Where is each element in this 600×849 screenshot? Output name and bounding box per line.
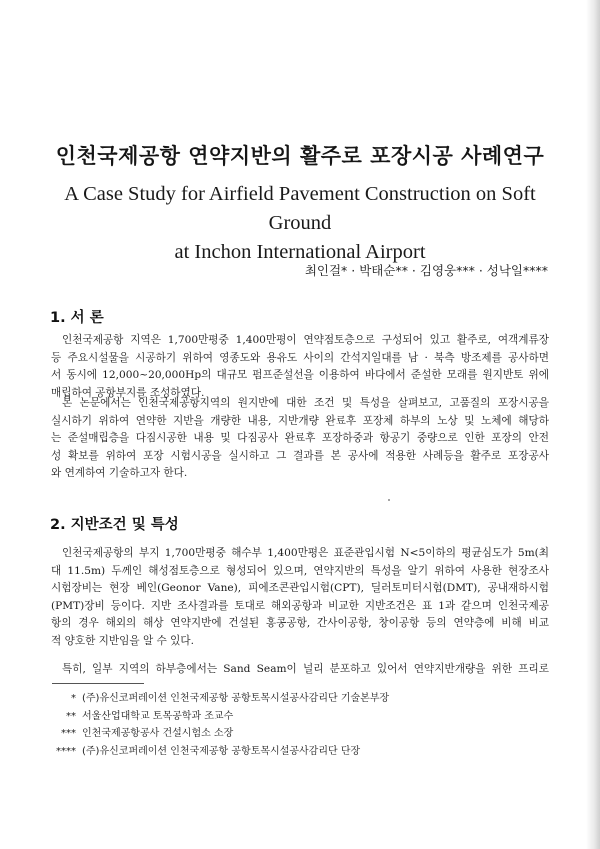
text-line: 와 연계하여 기술하고자 한다.: [51, 467, 188, 480]
english-title: [40, 180, 560, 267]
text-line: 대 11.5m) 두께인 해성점토층으로 형성되어 있으며, 연약지반의 특성을 알기 위하여 사용한 현장조사: [51, 564, 549, 577]
footnote-text: 인천국제공항공사 건설시험소 소장: [82, 728, 234, 739]
text-line: 시험장비는 현장 베인(Geonor Vane), 피에조콘관입시험(CPT), 딜러토미터시험(DMT), 공내재하시험: [51, 582, 549, 595]
english-title-line-2: at Inchon International Airport: [174, 241, 426, 263]
footnote-mark: ***: [61, 728, 76, 739]
footnote-mark: **: [66, 710, 76, 722]
text-line: 인천국제공항의 부지 1,700만평중 해수부 1,400만평은 표준관입시험 N<5이하의 평균심도가 5m(최: [62, 547, 549, 559]
footnote-text: (주)유신코퍼레이션 인천국제공항 공항토목시설공사감리단 단장: [82, 745, 361, 757]
scan-edge-shadow: [586, 0, 600, 849]
section-heading-ground-conditions: 2. 지반조건 및 특성: [50, 517, 179, 533]
body-paragraph: [51, 395, 549, 483]
footnote: [52, 743, 552, 761]
footnote: [52, 708, 552, 726]
footnote-mark: *: [71, 693, 76, 704]
text-line: 특히, 일부 지역의 하부층에서는 Sand Seam이 널리 분포하고 있어서 연약지반개량을 위한 프리로: [62, 663, 549, 675]
english-title-line-1: A Case Study for Airfield Pavement Construction on Soft Ground: [64, 183, 536, 234]
text-line: 는 준설매립층을 다짐시공한 내용 및 다짐공사 완료후 포장하중과 항공기 중량으로 인한 포장의 안전: [51, 432, 549, 445]
body-paragraph: [51, 545, 549, 651]
text-line: 매립하여 공항부지를 조성하였다.: [51, 386, 205, 399]
korean-title: 인천국제공항 연약지반의 활주로 포장시공 사례연구: [55, 144, 545, 168]
footnote-rule: [52, 683, 144, 684]
section-heading-introduction: 1. 서 론: [50, 310, 104, 326]
text-line: 인천국제공항 지역은 1,700만평중 1,400만평이 연약점토층으로 구성되어 있고 활주로, 여객계류장: [62, 334, 549, 346]
footnote: [52, 725, 552, 743]
footnote: [52, 690, 552, 708]
author-list: 최인걸* · 박태순** · 김영웅*** · 성낙일****: [304, 263, 548, 278]
footnote-text: (주)유신코퍼레이션 인천국제공항 공항토목시설공사감리단 기술본부장: [82, 693, 390, 704]
text-line: 성 확보를 위하여 포장 시험시공을 실시하고 그 결과를 본 공사에 적용한 사례등을 활주로 포장공사: [51, 449, 549, 462]
text-line: 적 양호한 지반임을 알 수 있다.: [51, 634, 195, 647]
scan-speck: [388, 499, 390, 501]
footnotes: [52, 690, 552, 760]
text-line: 본 논문에서는 인천국제공항지역의 원지반에 대한 조건 및 특성을 살펴보고, 고품질의 포장시공을: [62, 397, 549, 409]
body-paragraph: [51, 332, 549, 402]
footnote-mark: ****: [56, 745, 76, 757]
text-line: 서 동시에 12,000~20,000Hp의 대규모 펌프준설선을 이용하여 바다에서 준설한 모래를 원지반토 위에: [51, 369, 549, 382]
text-line: 실시하기 위하여 연약한 지반을 개량한 내용, 지반개량 완료후 포장체 하부의 노상 및 노체에 해당하: [51, 414, 549, 427]
text-line: 항의 경우 해외의 해상 연약지반에 건설된 홍콩공항, 간사이공항, 창이공항 등의 연약층에 비해 비교: [51, 617, 549, 630]
footnote-text: 서울산업대학교 토목공학과 조교수: [82, 710, 234, 722]
text-line: 등 주요시설물을 시공하기 위하여 영종도와 용유도 사이의 간석지일대를 남 · 북측 방조제를 공사하면: [51, 351, 549, 364]
body-paragraph: [51, 661, 549, 679]
text-line: (PMT)장비 등이다. 지반 조사결과를 토대로 해외공항과 비교한 지반조건은 표 1과 같으며 인천국제공: [51, 599, 549, 612]
